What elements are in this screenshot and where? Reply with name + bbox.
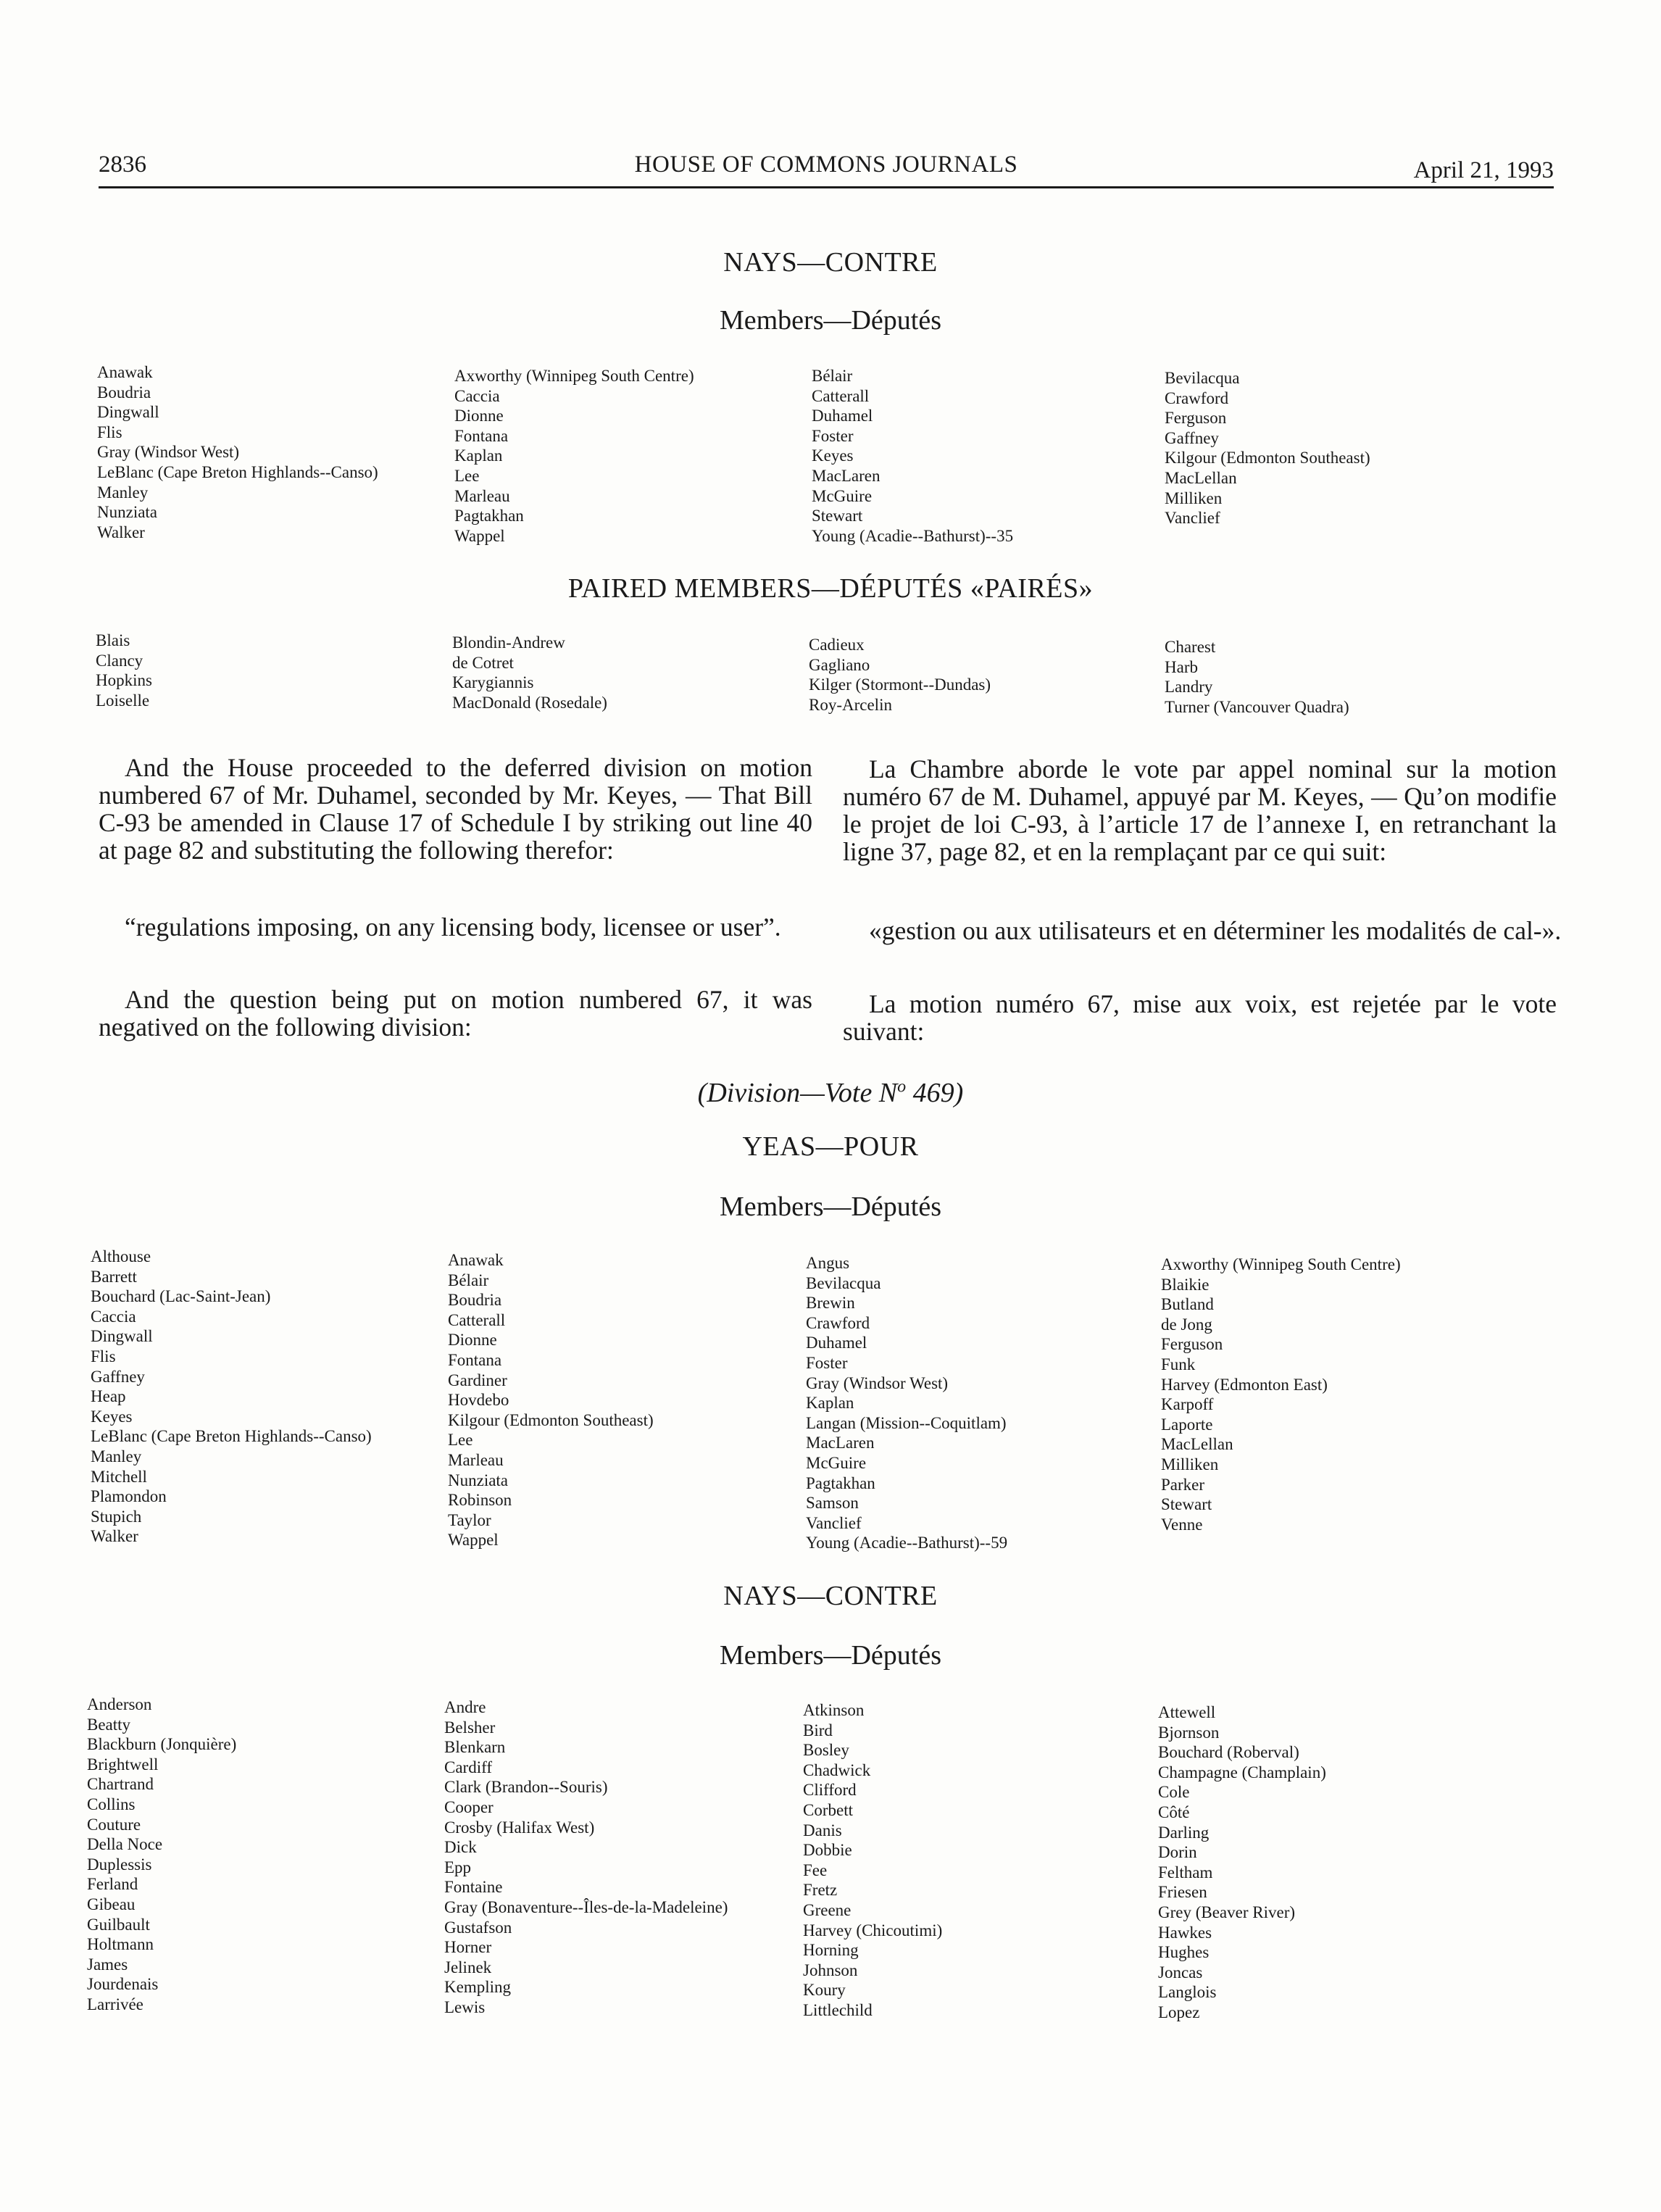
member-name: Brightwell [87, 1755, 159, 1774]
member-name: Axworthy (Winnipeg South Centre) [1161, 1255, 1401, 1273]
member-name: Young (Acadie--Bathurst)--35 [812, 526, 1014, 545]
member-name: Gustafson [444, 1918, 512, 1937]
nays1-column-2 [454, 366, 694, 546]
member-name: Butland [1161, 1295, 1214, 1314]
division-number: (Division—Vote $N^o$ 469) [697, 1077, 964, 1108]
paired-column-3 [809, 635, 991, 715]
member-name: MacDonald (Rosedale) [452, 693, 607, 712]
member-name: Bird [803, 1721, 833, 1739]
member-name: Andre [444, 1698, 486, 1716]
member-name: Angus [806, 1254, 850, 1272]
member-name: MacLaren [806, 1434, 875, 1452]
member-name: Barrett [91, 1267, 137, 1286]
member-name: Landry [1165, 678, 1213, 697]
member-name: Holtmann [87, 1935, 154, 1954]
yeas-column-1 [91, 1247, 372, 1547]
member-name: Bosley [803, 1741, 849, 1760]
member-name: Blondin-Andrew [452, 633, 565, 652]
nays-heading: NAYS—CONTRE [723, 1581, 938, 1611]
member-name: MacLaren [812, 466, 881, 485]
page-header [99, 149, 1554, 188]
member-name: Fontaine [444, 1878, 503, 1897]
nays2-column-1 [87, 1695, 236, 2015]
member-name: Couture [87, 1815, 141, 1834]
member-name: Feltham [1158, 1863, 1213, 1882]
member-name: Ferguson [1165, 409, 1227, 428]
member-name: Bjornson [1158, 1723, 1220, 1742]
member-name: Duplessis [87, 1855, 152, 1874]
member-name: Hughes [1158, 1943, 1210, 1962]
member-name: Boudria [97, 383, 151, 402]
member-name: Jelinek [444, 1958, 492, 1976]
member-name: Caccia [91, 1307, 136, 1326]
member-name: Clark (Brandon--Souris) [444, 1778, 608, 1797]
member-name: LeBlanc (Cape Breton Highlands--Canso) [97, 462, 378, 481]
member-name: Bevilacqua [806, 1273, 881, 1292]
member-name: McGuire [812, 486, 873, 505]
member-name: Corbett [803, 1800, 853, 1819]
yeas-column-2 [448, 1250, 654, 1550]
motion-quote-en: “regulations imposing, on any licensing body, licensee or user”. [125, 912, 781, 941]
member-name: Blais [96, 631, 130, 649]
member-name: Kilgour (Edmonton Southeast) [448, 1410, 654, 1429]
member-name: Gaffney [1165, 428, 1219, 447]
member-name: Harvey (Chicoutimi) [803, 1921, 943, 1939]
member-name: Crawford [806, 1313, 870, 1332]
member-name: Bevilacqua [1165, 369, 1240, 387]
member-name: Gray (Bonaventure--Îles-de-la-Madeleine) [444, 1897, 728, 1916]
member-name: Atkinson [803, 1701, 865, 1719]
member-name: Plamondon [91, 1487, 167, 1506]
member-name: Gibeau [87, 1895, 136, 1913]
nays1-column-3 [812, 366, 1013, 546]
member-name: Stupich [91, 1507, 142, 1526]
motion-intro-fr: La Chambre aborde le vote par appel nominal sur la motion numéro 67 de M. Duhamel, appuyé par M. Keyes, — Qu’on modifie le projet de loi C-93, à l’article 17 de l’annexe I, en retranchant la ligne 37, page 82, et en la remplaçant par ce qui suit: [843, 754, 1557, 866]
members-subheading: Members—Députés [719, 305, 942, 336]
member-name: Manley [97, 483, 149, 502]
member-name: Bélair [812, 367, 853, 385]
member-name: Johnson [803, 1961, 858, 1979]
member-name: Duhamel [812, 407, 873, 425]
member-name: Jourdenais [87, 1975, 159, 1994]
member-name: de Cotret [452, 653, 514, 672]
member-name: Dionne [454, 407, 504, 425]
member-name: Anawak [97, 363, 153, 381]
member-name: Marleau [454, 486, 510, 505]
member-name: Anawak [448, 1251, 504, 1269]
member-name: Crawford [1165, 388, 1229, 407]
member-name: MacLellan [1165, 468, 1237, 487]
member-name: Blaikie [1161, 1275, 1210, 1294]
member-name: Chartrand [87, 1775, 154, 1794]
member-name: Anderson [87, 1695, 152, 1713]
member-name: James [87, 1955, 128, 1974]
member-name: Robinson [448, 1491, 512, 1510]
member-name: Langan (Mission--Coquitlam) [806, 1413, 1007, 1432]
member-name: Karpoff [1161, 1395, 1214, 1414]
member-name: Karygiannis [452, 673, 534, 692]
nays1-column-1 [97, 362, 378, 542]
member-name: Littlechild [803, 2000, 873, 2019]
member-name: Vanclief [1165, 509, 1220, 528]
member-name: Catterall [448, 1310, 506, 1329]
member-name: Dorin [1158, 1843, 1197, 1862]
member-name: Cole [1158, 1783, 1190, 1802]
member-name: Nunziata [97, 503, 158, 522]
member-name: Duhamel [806, 1334, 867, 1352]
member-name: Charest [1165, 638, 1216, 656]
member-name: Belsher [444, 1718, 496, 1737]
member-name: Foster [806, 1353, 848, 1372]
member-name: Joncas [1158, 1963, 1203, 1982]
member-name: Côté [1158, 1803, 1190, 1821]
member-name: Marleau [448, 1450, 504, 1469]
member-name: Epp [444, 1858, 472, 1876]
member-name: Keyes [91, 1407, 133, 1426]
member-name: Flis [97, 423, 122, 441]
member-name: Guilbault [87, 1915, 150, 1934]
member-name: Friesen [1158, 1883, 1207, 1902]
member-name: Manley [91, 1447, 142, 1465]
member-name: Lee [454, 466, 480, 485]
member-name: Loiselle [96, 691, 150, 710]
member-name: Gray (Windsor West) [97, 443, 240, 462]
member-name: Cardiff [444, 1758, 493, 1776]
member-name: McGuire [806, 1453, 867, 1472]
member-name: Kilgour (Edmonton Southeast) [1165, 449, 1370, 467]
member-name: Bouchard (Roberval) [1158, 1743, 1299, 1762]
member-name: Milliken [1165, 488, 1223, 507]
member-name: Grey (Beaver River) [1158, 1903, 1296, 1921]
member-name: Funk [1161, 1355, 1196, 1373]
member-name: Axworthy (Winnipeg South Centre) [454, 367, 694, 385]
member-name: Catterall [812, 386, 870, 405]
member-name: Heap [91, 1387, 126, 1406]
yeas-column-4 [1161, 1255, 1401, 1534]
member-name: Lopez [1158, 2003, 1200, 2021]
member-name: Flis [91, 1347, 116, 1365]
member-name: Koury [803, 1981, 846, 2000]
member-name: Bouchard (Lac-Saint-Jean) [91, 1287, 271, 1306]
member-name: Danis [803, 1821, 842, 1839]
member-name: Caccia [454, 386, 500, 405]
member-name: Keyes [812, 446, 854, 465]
paired-column-2 [452, 633, 607, 712]
member-name: Venne [1161, 1515, 1203, 1534]
member-name: Clancy [96, 651, 143, 670]
member-name: Dick [444, 1838, 477, 1857]
member-name: Walker [97, 523, 145, 541]
member-name: Larrivée [87, 1995, 143, 2013]
member-name: Althouse [91, 1247, 151, 1265]
member-name: Kaplan [454, 446, 503, 465]
member-name: Taylor [448, 1510, 491, 1529]
journal-title: HOUSE OF COMMONS JOURNALS [634, 151, 1018, 178]
yeas-heading: YEAS—POUR [742, 1131, 919, 1162]
member-name: Horner [444, 1938, 492, 1957]
motion-quote-fr: «gestion ou aux utilisateurs et en déterminer les modalités de cal-». [869, 916, 1562, 945]
member-name: Foster [812, 426, 854, 445]
member-name: de Jong [1161, 1315, 1212, 1334]
member-name: Stewart [812, 507, 863, 525]
motion-intro-en: And the House proceeded to the deferred division on motion numbered 67 of Mr. Duhamel, seconded by Mr. Keyes, — That Bill C-93 be amended in Clause 17 of Schedule I by striking out line 40 at page 82 and substituting the following therefor: [99, 753, 812, 865]
member-name: Gardiner [448, 1371, 507, 1389]
member-name: Hovdebo [448, 1391, 509, 1410]
member-name: Boudria [448, 1291, 502, 1310]
member-name: Roy-Arcelin [809, 695, 892, 714]
member-name: Langlois [1158, 1983, 1217, 2002]
member-name: Lee [448, 1431, 473, 1450]
member-name: Blenkarn [444, 1738, 506, 1757]
member-name: Gagliano [809, 655, 870, 674]
member-name: Turner (Vancouver Quadra) [1165, 697, 1349, 716]
member-name: Attewell [1158, 1703, 1216, 1721]
member-name: Crosby (Halifax West) [444, 1818, 595, 1837]
member-name: Blackburn (Jonquière) [87, 1735, 237, 1754]
paired-column-1 [96, 631, 152, 710]
member-name: Kaplan [806, 1394, 854, 1413]
member-name: Hawkes [1158, 1923, 1212, 1942]
member-name: Darling [1158, 1823, 1210, 1842]
member-name: Horning [803, 1941, 859, 1960]
paired-column-4 [1165, 637, 1349, 717]
journal-date: April 21, 1993 [1413, 157, 1554, 183]
member-name: Gray (Windsor West) [806, 1373, 949, 1392]
members-subheading: Members—Députés [719, 1192, 942, 1222]
member-name: Mitchell [91, 1467, 147, 1486]
motion-result-en: And the question being put on motion numbered 67, it was negatived on the following division: [99, 985, 812, 1041]
member-name: Fontana [448, 1350, 502, 1369]
member-name: Fontana [454, 426, 509, 445]
paired-heading: PAIRED MEMBERS—DÉPUTÉS «PAIRÉS» [567, 573, 1094, 604]
member-name: Ferguson [1161, 1335, 1223, 1354]
member-name: Pagtakhan [454, 507, 524, 525]
member-name: Wappel [448, 1531, 499, 1550]
nays2-column-3 [803, 1700, 942, 2021]
members-subheading: Members—Députés [719, 1640, 942, 1671]
member-name: Brewin [806, 1294, 855, 1313]
member-name: Dionne [448, 1331, 497, 1350]
member-name: Cadieux [809, 636, 865, 654]
member-name: Walker [91, 1527, 138, 1546]
member-name: Beatty [87, 1715, 131, 1734]
page-number: 2836 [99, 151, 146, 178]
member-name: Vanclief [806, 1513, 862, 1532]
member-name: Greene [803, 1900, 852, 1919]
member-name: Ferland [87, 1875, 138, 1894]
member-name: Bélair [448, 1271, 489, 1289]
member-name: MacLellan [1161, 1435, 1233, 1454]
member-name: Wappel [454, 526, 505, 545]
member-name: Dobbie [803, 1841, 852, 1860]
member-name: Gaffney [91, 1367, 145, 1386]
nays-heading: NAYS—CONTRE [723, 247, 938, 278]
yeas-column-3 [806, 1253, 1007, 1553]
nays1-column-4 [1165, 368, 1370, 528]
member-name: Champagne (Champlain) [1158, 1763, 1326, 1781]
motion-result-fr: La motion numéro 67, mise aux voix, est rejetée par le vote suivant: [843, 989, 1557, 1046]
member-name: Dingwall [91, 1327, 153, 1346]
member-name: Dingwall [97, 403, 159, 422]
member-name: Stewart [1161, 1495, 1212, 1514]
member-name: Nunziata [448, 1471, 509, 1489]
member-name: Harb [1165, 657, 1198, 676]
member-name: Hopkins [96, 671, 152, 690]
member-name: Della Noce [87, 1835, 163, 1854]
member-name: Cooper [444, 1797, 494, 1816]
member-name: Collins [87, 1795, 136, 1813]
member-name: Fee [803, 1860, 828, 1879]
member-name: Harvey (Edmonton East) [1161, 1375, 1328, 1394]
member-name: Kilger (Stormont--Dundas) [809, 675, 991, 694]
member-name: Kempling [444, 1978, 511, 1997]
nays2-column-4 [1158, 1702, 1326, 2023]
member-name: Parker [1161, 1475, 1205, 1494]
member-name: Chadwick [803, 1760, 871, 1779]
member-name: Clifford [803, 1781, 857, 1800]
member-name: Lewis [444, 1997, 486, 2016]
member-name: Fretz [803, 1881, 838, 1900]
member-name: LeBlanc (Cape Breton Highlands--Canso) [91, 1427, 372, 1446]
member-name: Laporte [1161, 1415, 1213, 1434]
nays2-column-2 [444, 1697, 728, 2018]
member-name: Milliken [1161, 1455, 1219, 1473]
member-name: Samson [806, 1494, 859, 1513]
member-name: Young (Acadie--Bathurst)--59 [806, 1534, 1008, 1552]
member-name: Pagtakhan [806, 1473, 875, 1492]
